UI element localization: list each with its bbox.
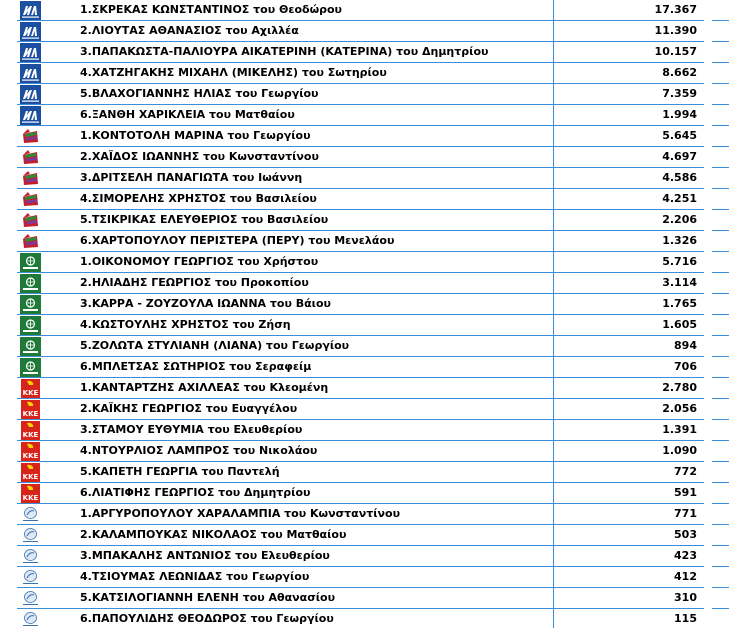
candidate-row bbox=[17, 609, 729, 628]
elliniki-party-logo-icon bbox=[20, 526, 41, 545]
candidate-row bbox=[17, 21, 729, 42]
pasok-party-logo-icon bbox=[20, 274, 41, 293]
candidate-row bbox=[17, 210, 729, 231]
candidate-row bbox=[17, 252, 729, 273]
candidate-votes: 1.326 bbox=[553, 231, 701, 251]
candidate-name: 1.ΚΟΝΤΟΤΟΛΗ ΜΑΡΙΝΑ του Γεωργίου bbox=[80, 129, 311, 142]
candidate-name: 3.ΣΤΑΜΟΥ ΕΥΘΥΜΙΑ του Ελευθερίου bbox=[80, 423, 303, 436]
candidate-name: 6.ΠΑΠΟΥΛΙΔΗΣ ΘΕΟΔΩΡΟΣ του Γεωργίου bbox=[80, 612, 334, 625]
candidate-row bbox=[17, 588, 729, 609]
candidate-votes: 10.157 bbox=[553, 42, 701, 62]
svg-text:KKE: KKE bbox=[22, 494, 39, 502]
nd-party-logo-icon bbox=[20, 106, 41, 125]
candidate-row bbox=[17, 42, 729, 63]
candidate-name: 2.ΗΛΙΑΔΗΣ ΓΕΩΡΓΙΟΣ του Προκοπίου bbox=[80, 276, 309, 289]
candidate-votes: 1.391 bbox=[553, 420, 701, 440]
candidate-name: 1.ΟΙΚΟΝΟΜΟΥ ΓΕΩΡΓΙΟΣ του Χρήστου bbox=[80, 255, 319, 268]
candidate-row bbox=[17, 315, 729, 336]
syriza-party-logo-icon bbox=[20, 232, 41, 251]
candidate-name: 5.ΒΛΑΧΟΓΙΑΝΝΗΣ ΗΛΙΑΣ του Γεωργίου bbox=[80, 87, 319, 100]
pasok-party-logo-icon bbox=[20, 316, 41, 335]
candidate-votes: 11.390 bbox=[553, 21, 701, 41]
elliniki-party-logo-icon bbox=[20, 505, 41, 524]
candidate-name: 1.ΑΡΓΥΡΟΠΟΥΛΟΥ ΧΑΡΑΛΑΜΠΙΑ του Κωνσταντίνου bbox=[80, 507, 400, 520]
candidate-name: 5.ΤΣΙΚΡΙΚΑΣ ΕΛΕΥΘΕΡΙΟΣ του Βασιλείου bbox=[80, 213, 329, 226]
candidate-name: 4.ΚΩΣΤΟΥΛΗΣ ΧΡΗΣΤΟΣ του Ζήση bbox=[80, 318, 291, 331]
syriza-party-logo-icon bbox=[20, 169, 41, 188]
candidate-row bbox=[17, 504, 729, 525]
nd-party-logo-icon bbox=[20, 1, 41, 20]
candidate-votes: 115 bbox=[553, 609, 701, 628]
candidate-votes: 7.359 bbox=[553, 84, 701, 104]
candidate-row bbox=[17, 336, 729, 357]
candidate-votes: 591 bbox=[553, 483, 701, 503]
candidate-votes: 2.056 bbox=[553, 399, 701, 419]
candidate-name: 5.ΚΑΠΕΤΗ ΓΕΩΡΓΙΑ του Παντελή bbox=[80, 465, 280, 478]
candidate-row bbox=[17, 567, 729, 588]
svg-text:KKE: KKE bbox=[22, 452, 39, 460]
nd-party-logo-icon bbox=[20, 64, 41, 83]
syriza-party-logo-icon bbox=[20, 190, 41, 209]
svg-text:KKE: KKE bbox=[22, 389, 39, 397]
candidate-votes: 5.716 bbox=[553, 252, 701, 272]
candidate-results-table bbox=[17, 0, 729, 628]
candidate-row bbox=[17, 483, 729, 504]
right-gutter bbox=[704, 0, 712, 628]
candidate-name: 4.ΝΤΟΥΡΛΙΟΣ ΛΑΜΠΡΟΣ του Νικολάου bbox=[80, 444, 318, 457]
candidate-row bbox=[17, 63, 729, 84]
kke-party-logo-icon bbox=[20, 421, 41, 440]
candidate-name: 6.ΧΑΡΤΟΠΟΥΛΟΥ ΠΕΡΙΣΤΕΡΑ (ΠΕΡΥ) του Μενελάου bbox=[80, 234, 395, 247]
candidate-votes: 2.780 bbox=[553, 378, 701, 398]
nd-party-logo-icon bbox=[20, 43, 41, 62]
candidate-votes: 412 bbox=[553, 567, 701, 587]
candidate-name: 2.ΚΑΪΚΗΣ ΓΕΩΡΓΙΟΣ του Ευαγγέλου bbox=[80, 402, 298, 415]
candidate-votes: 4.586 bbox=[553, 168, 701, 188]
candidate-row bbox=[17, 189, 729, 210]
kke-party-logo-icon bbox=[20, 400, 41, 419]
candidate-row bbox=[17, 420, 729, 441]
elliniki-party-logo-icon bbox=[20, 568, 41, 587]
syriza-party-logo-icon bbox=[20, 127, 41, 146]
kke-party-logo-icon bbox=[20, 379, 41, 398]
candidate-votes: 894 bbox=[553, 336, 701, 356]
elliniki-party-logo-icon bbox=[20, 610, 41, 628]
candidate-votes: 4.697 bbox=[553, 147, 701, 167]
candidate-name: 4.ΤΣΙΟΥΜΑΣ ΛΕΩΝΙΔΑΣ του Γεωργίου bbox=[80, 570, 310, 583]
candidate-name: 2.ΛΙΟΥΤΑΣ ΑΘΑΝΑΣΙΟΣ του Αχιλλέα bbox=[80, 24, 299, 37]
candidate-votes: 423 bbox=[553, 546, 701, 566]
candidate-votes: 5.645 bbox=[553, 126, 701, 146]
candidate-votes: 8.662 bbox=[553, 63, 701, 83]
candidate-name: 5.ΖΟΛΩΤΑ ΣΤΥΛΙΑΝΗ (ΛΙΑΝΑ) του Γεωργίου bbox=[80, 339, 350, 352]
candidate-row bbox=[17, 0, 729, 21]
candidate-votes: 17.367 bbox=[553, 0, 701, 20]
candidate-votes: 503 bbox=[553, 525, 701, 545]
nd-party-logo-icon bbox=[20, 85, 41, 104]
candidate-name: 3.ΜΠΑΚΑΛΗΣ ΑΝΤΩΝΙΟΣ του Ελευθερίου bbox=[80, 549, 330, 562]
candidate-row bbox=[17, 126, 729, 147]
candidate-name: 3.ΔΡΙΤΣΕΛΗ ΠΑΝΑΓΙΩΤΑ του Ιωάννη bbox=[80, 171, 303, 184]
syriza-party-logo-icon bbox=[20, 211, 41, 230]
candidate-name: 2.ΧΑΪΔΟΣ ΙΩΑΝΝΗΣ του Κωνσταντίνου bbox=[80, 150, 319, 163]
candidate-name: 1.ΚΑΝΤΑΡΤΖΗΣ ΑΧΙΛΛΕΑΣ του Κλεομένη bbox=[80, 381, 329, 394]
candidate-row bbox=[17, 105, 729, 126]
candidate-name: 3.ΠΑΠΑΚΩΣΤΑ-ΠΑΛΙΟΥΡΑ ΑΙΚΑΤΕΡΙΝΗ (ΚΑΤΕΡΙΝΑ) του Δημητρίου bbox=[80, 45, 489, 58]
svg-text:KKE: KKE bbox=[22, 473, 39, 481]
candidate-name: 6.ΞΑΝΘΗ ΧΑΡΙΚΛΕΙΑ του Ματθαίου bbox=[80, 108, 295, 121]
candidate-row bbox=[17, 378, 729, 399]
candidate-row bbox=[17, 357, 729, 378]
kke-party-logo-icon bbox=[20, 442, 41, 461]
candidate-name: 6.ΜΠΛΕΤΣΑΣ ΣΩΤΗΡΙΟΣ του Σεραφείμ bbox=[80, 360, 312, 373]
nd-party-logo-icon bbox=[20, 22, 41, 41]
pasok-party-logo-icon bbox=[20, 358, 41, 377]
candidate-name: 3.ΚΑΡΡΑ - ΖΟΥΖΟΥΛΑ ΙΩΑΝΝΑ του Βάιου bbox=[80, 297, 331, 310]
candidate-row bbox=[17, 168, 729, 189]
kke-party-logo-icon bbox=[20, 484, 41, 503]
candidate-votes: 2.206 bbox=[553, 210, 701, 230]
candidate-name: 4.ΣΙΜΟΡΕΛΗΣ ΧΡΗΣΤΟΣ του Βασιλείου bbox=[80, 192, 317, 205]
candidate-votes: 706 bbox=[553, 357, 701, 377]
svg-text:KKE: KKE bbox=[22, 410, 39, 418]
pasok-party-logo-icon bbox=[20, 295, 41, 314]
candidate-name: 6.ΛΙΑΤΙΦΗΣ ΓΕΩΡΓΙΟΣ του Δημητρίου bbox=[80, 486, 311, 499]
elliniki-party-logo-icon bbox=[20, 589, 41, 608]
candidate-row bbox=[17, 84, 729, 105]
candidate-votes: 310 bbox=[553, 588, 701, 608]
candidate-name: 2.ΚΑΛΑΜΠΟΥΚΑΣ ΝΙΚΟΛΑΟΣ του Ματθαίου bbox=[80, 528, 347, 541]
candidate-votes: 4.251 bbox=[553, 189, 701, 209]
candidate-row bbox=[17, 147, 729, 168]
candidate-votes: 1.090 bbox=[553, 441, 701, 461]
candidate-name: 1.ΣΚΡΕΚΑΣ ΚΩΝΣΤΑΝΤΙΝΟΣ του Θεοδώρου bbox=[80, 3, 342, 16]
candidate-row bbox=[17, 462, 729, 483]
pasok-party-logo-icon bbox=[20, 253, 41, 272]
candidate-row bbox=[17, 525, 729, 546]
kke-party-logo-icon bbox=[20, 463, 41, 482]
candidate-votes: 1.765 bbox=[553, 294, 701, 314]
candidate-row bbox=[17, 399, 729, 420]
candidate-name: 5.ΚΑΤΣΙΛΟΓΙΑΝΝΗ ΕΛΕΝΗ του Αθανασίου bbox=[80, 591, 336, 604]
candidate-votes: 772 bbox=[553, 462, 701, 482]
candidate-row bbox=[17, 294, 729, 315]
candidate-votes: 1.605 bbox=[553, 315, 701, 335]
candidate-row bbox=[17, 546, 729, 567]
syriza-party-logo-icon bbox=[20, 148, 41, 167]
candidate-votes: 771 bbox=[553, 504, 701, 524]
svg-text:KKE: KKE bbox=[22, 431, 39, 439]
elliniki-party-logo-icon bbox=[20, 547, 41, 566]
candidate-votes: 1.994 bbox=[553, 105, 701, 125]
pasok-party-logo-icon bbox=[20, 337, 41, 356]
candidate-row bbox=[17, 441, 729, 462]
candidate-votes: 3.114 bbox=[553, 273, 701, 293]
candidate-row bbox=[17, 273, 729, 294]
candidate-name: 4.ΧΑΤΖΗΓΑΚΗΣ ΜΙΧΑΗΛ (ΜΙΚΕΛΗΣ) του Σωτηρίου bbox=[80, 66, 387, 79]
candidate-row bbox=[17, 231, 729, 252]
